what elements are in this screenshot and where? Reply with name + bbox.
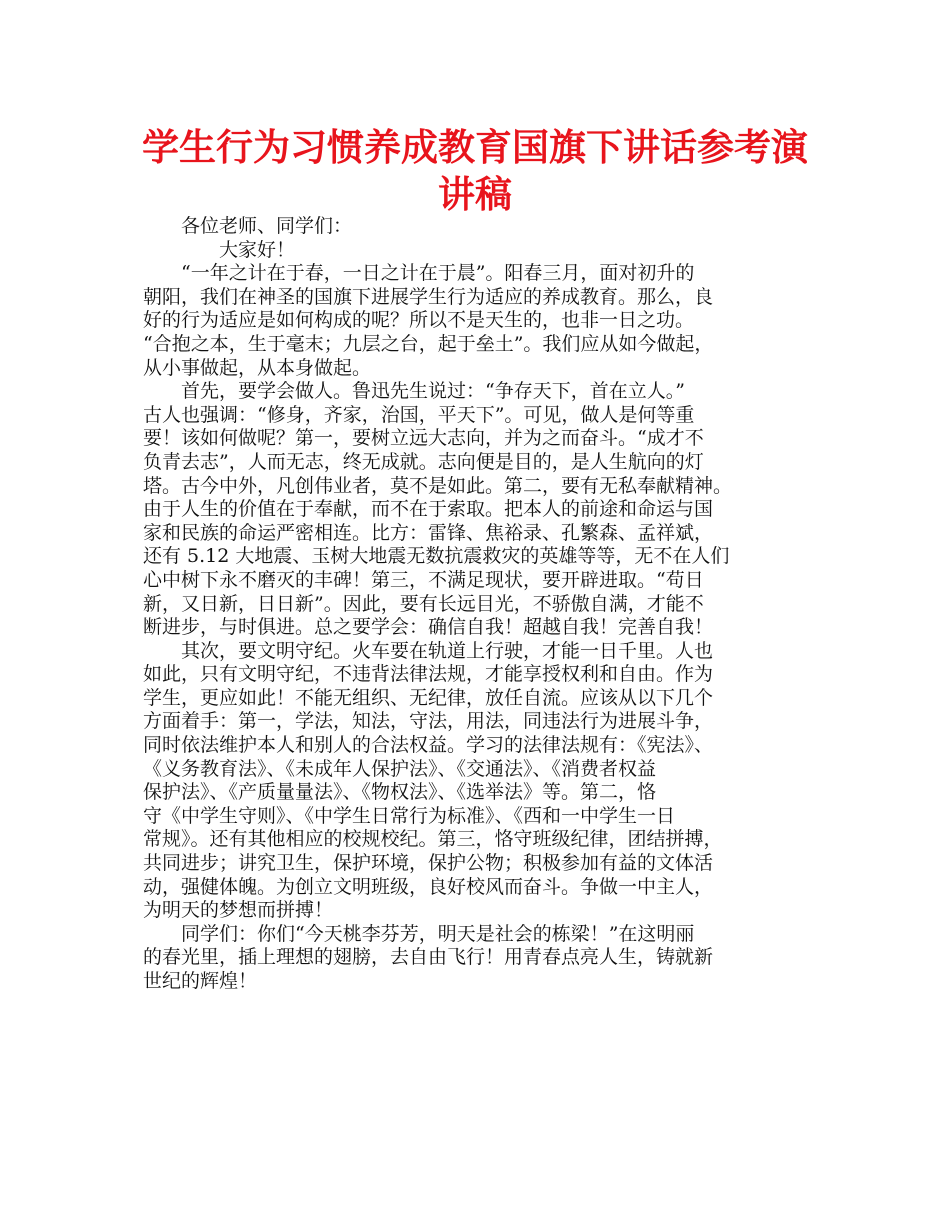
title-line: 讲稿 [438, 173, 512, 216]
body-line: 断进步，与时俱进。总之要学会：确信自我！超越自我！完善自我！ [143, 616, 714, 639]
greeting-line: 大家好！ [143, 238, 296, 261]
body-line: 同时依法维护本人和别人的合法权益。学习的法律法规有：《宪法》、 [143, 734, 714, 757]
body-line: 方面着手：第一，学法，知法，守法，用法，同违法行为进展斗争， [143, 710, 714, 733]
body-line: 动，强健体魄。为创立文明班级，良好校风而奋斗。争做一中主人， [143, 875, 714, 898]
document-title [120, 124, 830, 218]
body-line: 古人也强调：“修身，齐家，治国，平天下”。可见，做人是何等重 [143, 403, 695, 426]
body-line: 《义务教育法》、《未成年人保护法》、《交通法》、《消费者权益 [143, 757, 657, 780]
body-line: 保护法》、《产质量量法》、《物权法》、《选举法》等。第二，恪 [143, 781, 657, 804]
body-line: 如此，只有文明守纪，不违背法律法规，才能享授权利和自由。作为 [143, 663, 714, 686]
body-line: 同学们：你们“今天桃李芬芳，明天是社会的栋梁！”在这明丽 [143, 922, 695, 945]
body-line: 由于人生的价值在于奉献，而不在于索取。把本人的前途和命运与国 [143, 498, 714, 521]
body-line: 的春光里，插上理想的翅膀，去自由飞行！用青春点亮人生，铸就新 [143, 946, 714, 969]
body-line: 朝阳，我们在神圣的国旗下进展学生行为适应的养成教育。那么，良 [143, 285, 714, 308]
body-line: 共同进步；讲究卫生，保护环境，保护公物；积极参加有益的文体活 [143, 852, 714, 875]
body-line: 世纪的辉煌！ [143, 970, 258, 992]
body-line: 塔。古今中外，凡创伟业者，莫不是如此。第二，要有无私奉献精神。 [143, 474, 733, 497]
body-line: 为明天的梦想而拼搏！ [143, 899, 334, 922]
body-line: “一年之计在于春，一日之计在于晨”。阳春三月，面对初升的 [143, 262, 695, 285]
body-line: 新，又日新，日日新”。因此，要有长远目光，不骄傲自满，才能不 [143, 592, 704, 615]
body-line: 守《中学生守则》、《中学生日常行为标准》、《西和一中学生一日 [143, 804, 676, 827]
body-line: 家和民族的命运严密相连。比方：雷锋、焦裕录、孔繁森、孟祥斌， [143, 521, 714, 544]
body-line: 学生，更应如此！不能无组织、无纪律，放任自流。应该从以下几个 [143, 686, 714, 709]
document-body [143, 215, 823, 994]
greeting-line: 各位老师、同学们： [143, 215, 353, 237]
body-line: “合抱之本，生于毫末；九层之台，起于垒土”。我们应从如今做起， [143, 332, 714, 355]
body-line: 心中树下永不磨灭的丰碑！第三，不满足现状，要开辟进取。“苟日 [143, 568, 704, 591]
body-line: 其次，要文明守纪。火车要在轨道上行驶，才能一日千里。人也 [143, 639, 714, 662]
body-line: 负青去志”，人而无志，终无成就。志向便是目的，是人生航向的灯 [143, 450, 704, 473]
body-line: 常规》。还有其他相应的校规校纪。第三，恪守班级纪律，团结拼搏， [143, 828, 723, 851]
body-line: 从小事做起，从本身做起。 [143, 356, 372, 379]
body-line: 还有 5.12 大地震、玉树大地震无数抗震救灾的英雄等等，无不在人们 [143, 545, 730, 568]
title-line: 学生行为习惯养成教育国旗下讲话参考演 [142, 126, 808, 169]
body-line: 首先，要学会做人。鲁迅先生说过：“争存天下，首在立人。” [143, 380, 685, 403]
body-line: 要！该如何做呢？第一，要树立远大志向，并为之而奋斗。“成才不 [143, 427, 704, 450]
body-line: 好的行为适应是如何构成的呢？所以不是天生的，也非一日之功。 [143, 309, 695, 332]
